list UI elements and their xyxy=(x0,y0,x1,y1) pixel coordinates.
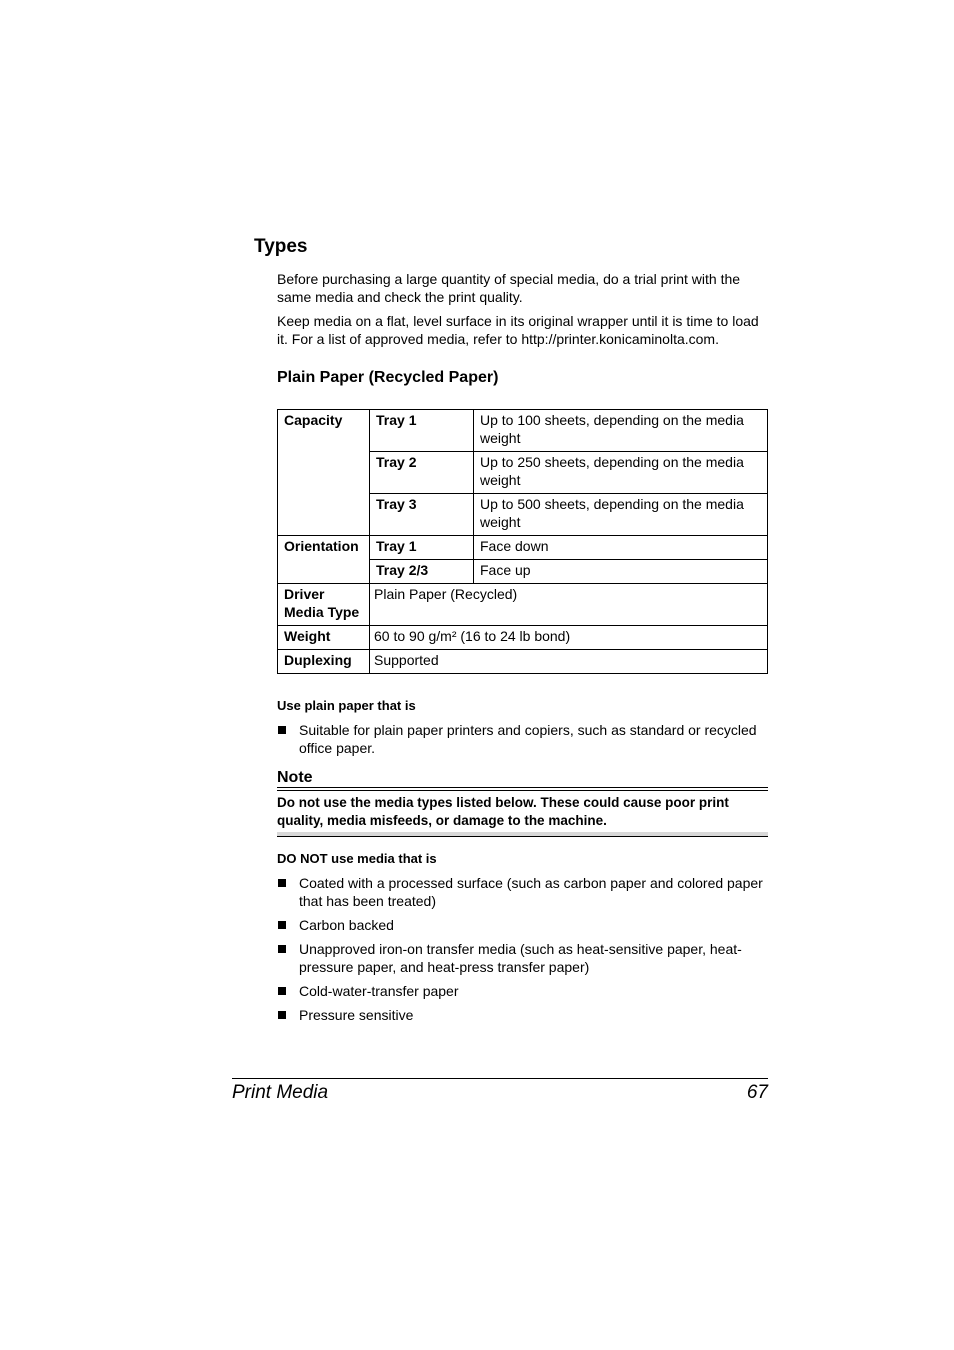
intro-paragraph-2: Keep media on a flat, level surface in its original wrapper until it is time to load it. For a list of approved media, refer to http://printer.konicaminolta.com. xyxy=(277,313,759,347)
note-divider-top-2 xyxy=(277,790,768,791)
note-text: Do not use the media types listed below. These could cause poor print quality, media misfeeds, or damage to the machine. xyxy=(277,795,729,828)
capacity-tray-2: Tray 2 xyxy=(370,452,474,494)
footer-divider xyxy=(232,1078,768,1079)
use-heading: Use plain paper that is xyxy=(277,698,416,713)
driver-media-type-label-line1: Driver xyxy=(284,586,325,602)
list-item: Unapproved iron-on transfer media (such as heat-sensitive paper, heat-pressure paper, and heat-press transfer paper) xyxy=(277,940,769,976)
capacity-tray-1: Tray 1 xyxy=(370,410,474,452)
capacity-tray-3: Tray 3 xyxy=(370,494,474,536)
weight-value: 60 to 90 g/m² (16 to 24 lb bond) xyxy=(370,626,768,650)
list-item: Suitable for plain paper printers and copiers, such as standard or recycled office paper. xyxy=(277,721,769,757)
table-row xyxy=(278,536,768,560)
table-row xyxy=(278,626,768,650)
driver-media-type-label-line2: Media Type xyxy=(284,604,360,620)
list-item: Cold-water-transfer paper xyxy=(277,982,769,1000)
capacity-tray-1-value: Up to 100 sheets, depending on the media weight xyxy=(474,410,768,452)
table-row xyxy=(278,584,768,626)
driver-media-type-label xyxy=(278,584,370,626)
weight-label: Weight xyxy=(278,626,370,650)
square-bullet-icon xyxy=(278,945,286,953)
orientation-tray-23-value: Face up xyxy=(474,560,768,584)
table-row xyxy=(278,650,768,674)
square-bullet-icon xyxy=(278,726,286,734)
duplexing-value: Supported xyxy=(370,650,768,674)
use-list xyxy=(277,721,769,763)
square-bullet-icon xyxy=(278,879,286,887)
spec-table xyxy=(277,409,768,674)
list-item: Carbon backed xyxy=(277,916,769,934)
capacity-label: Capacity xyxy=(278,410,370,536)
list-item: Coated with a processed surface (such as carbon paper and colored paper that has been treated) xyxy=(277,874,769,910)
orientation-label: Orientation xyxy=(278,536,370,584)
table-row xyxy=(278,410,768,452)
intro-paragraph-1: Before purchasing a large quantity of special media, do a trial print with the same media and check the print quality. xyxy=(277,271,741,305)
do-not-heading: DO NOT use media that is xyxy=(277,851,437,866)
page-number: 67 xyxy=(746,1082,768,1103)
do-not-list xyxy=(277,874,769,1030)
driver-media-type-value: Plain Paper (Recycled) xyxy=(370,584,768,626)
orientation-tray-23: Tray 2/3 xyxy=(370,560,474,584)
subsection-title: Plain Paper (Recycled Paper) xyxy=(277,369,499,386)
orientation-tray-1: Tray 1 xyxy=(370,536,474,560)
orientation-tray-1-value: Face down xyxy=(474,536,768,560)
square-bullet-icon xyxy=(278,987,286,995)
capacity-tray-2-value: Up to 250 sheets, depending on the media weight xyxy=(474,452,768,494)
square-bullet-icon xyxy=(278,1011,286,1019)
list-item: Pressure sensitive xyxy=(277,1006,769,1024)
section-title: Types xyxy=(254,236,308,257)
capacity-tray-3-value: Up to 500 sheets, depending on the media weight xyxy=(474,494,768,536)
note-divider-bottom xyxy=(277,832,768,837)
note-divider-top xyxy=(277,787,768,788)
note-title: Note xyxy=(277,769,313,786)
duplexing-label: Duplexing xyxy=(278,650,370,674)
footer-title: Print Media xyxy=(232,1082,329,1103)
square-bullet-icon xyxy=(278,921,286,929)
